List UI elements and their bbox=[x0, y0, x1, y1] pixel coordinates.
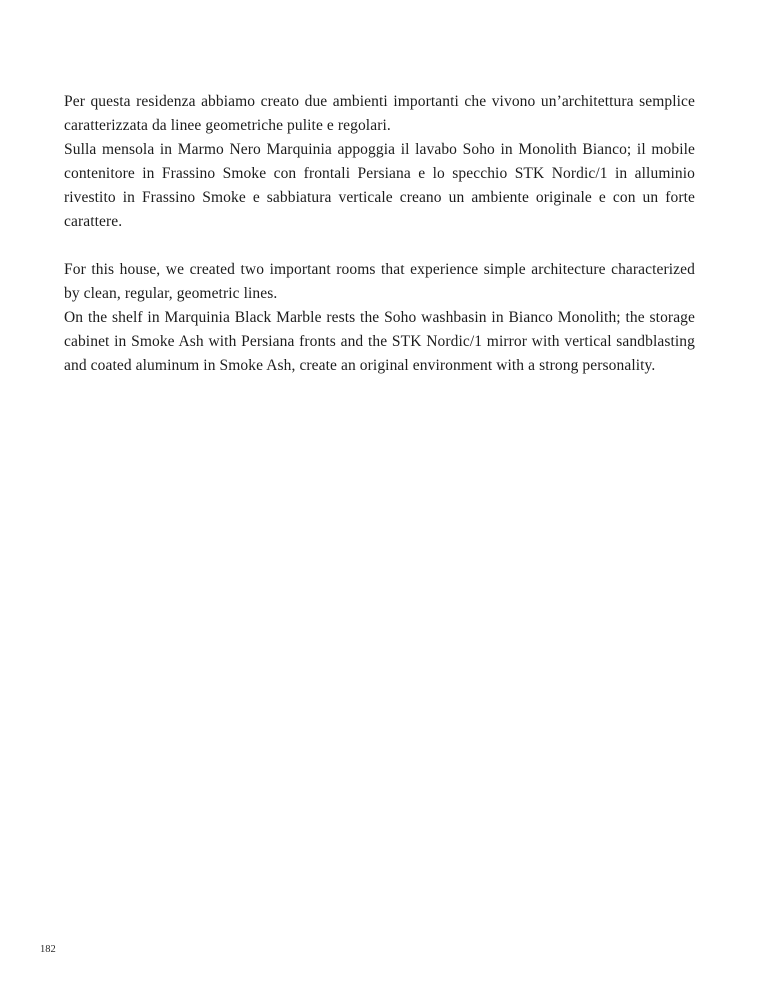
paragraph-italian-description: Sulla mensola in Marmo Nero Marquinia appoggia il lavabo Soho in Monolith Bianco; il mobile contenitore in Frassino Smoke con frontali Persiana e lo specchio STK Nordic/1 in alluminio rivestito in Frassino Smoke e sabbiatura verticale creano un ambiente originale e con un forte carattere. bbox=[64, 141, 695, 230]
paragraph-english-description: On the shelf in Marquinia Black Marble rests the Soho washbasin in Bianco Monolith; the storage cabinet in Smoke Ash with Persiana fronts and the STK Nordic/1 mirror with vertical sandblasting and coated aluminum in Smoke Ash, create an original environment with a strong personality. bbox=[64, 309, 695, 374]
page-number: 182 bbox=[40, 944, 56, 955]
body-text bbox=[64, 90, 695, 378]
paragraph-italian-intro: Per questa residenza abbiamo creato due ambienti importanti che vivono un’architettura semplice caratterizzata da linee geometriche pulite e regolari. bbox=[64, 93, 695, 134]
paragraph-english-intro: For this house, we created two important rooms that experience simple architecture characterized by clean, regular, geometric lines. bbox=[64, 261, 695, 302]
